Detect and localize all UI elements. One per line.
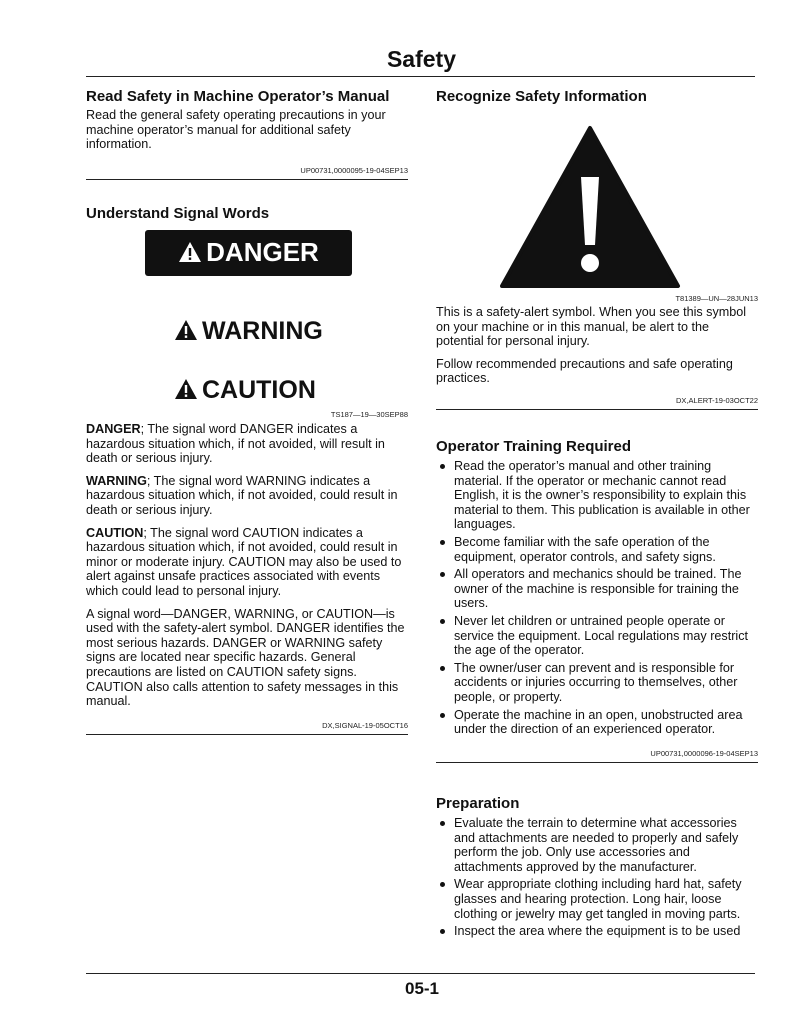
preparation-section <box>436 795 758 939</box>
danger-label: DANGER <box>206 237 319 267</box>
caution-paragraph <box>86 526 408 599</box>
section-divider <box>436 409 758 410</box>
header-rule <box>86 76 755 77</box>
recognize-paragraph-1: This is a safety-alert symbol. When you see this symbol on your machine or in this manual, be alert to the potential for personal injury. <box>436 305 747 349</box>
section-heading-recognize: Recognize Safety Information <box>436 88 647 105</box>
alert-image-ref: T81389—UN—28JUN13 <box>675 294 758 303</box>
danger-lead: DANGER <box>86 422 141 436</box>
left-column <box>86 88 408 180</box>
safety-alert-triangle-icon <box>174 318 198 348</box>
signal-image-ref: TS187—19—30SEP88 <box>330 410 408 419</box>
read-manual-body: Read the general safety operating precautions in your machine operator’s manual for additional safety information. <box>86 108 386 152</box>
list-item: Read the operator’s manual and other training material. If the operator or mechanic cannot read English, it is the owner’s responsibility to explain this material to them. This publication is available in other languages. <box>436 459 758 532</box>
signal-words-ref: DX,SIGNAL-19-05OCT16 <box>322 720 408 730</box>
recognize-paragraph-2: Follow recommended precautions and safe operating practices. <box>436 356 733 386</box>
recognize-text <box>436 294 758 410</box>
list-item: Inspect the area where the equipment is to be used <box>436 924 758 939</box>
recognize-ref: DX,ALERT-19-03OCT22 <box>676 395 758 405</box>
caution-signal-graphic <box>174 375 316 407</box>
caution-label: CAUTION <box>202 376 316 404</box>
page-title: Safety <box>386 46 456 72</box>
list-item: Never let children or untrained people operate or service the equipment. Local regulations may restrict the age of the operator. <box>436 614 758 658</box>
warning-text: ; The signal word WARNING indicates a hazardous situation which, if not avoided, could result in death or serious injury. <box>86 473 398 517</box>
read-manual-ref: UP00731,0000095-19-04SEP13 <box>300 165 408 175</box>
section-divider <box>436 762 758 763</box>
page-number: 05-1 <box>404 979 440 998</box>
warning-signal-graphic <box>174 316 323 348</box>
safety-alert-triangle-icon <box>174 377 198 407</box>
list-item: Wear appropriate clothing including hard hat, safety glasses and hearing protection. Long hair, loose clothing or jewelry may get tangled in moving parts. <box>436 877 758 921</box>
preparation-list <box>436 816 758 939</box>
danger-signal-graphic <box>145 230 352 276</box>
training-section <box>436 438 758 763</box>
footer-rule <box>86 973 755 974</box>
caution-lead: CAUTION <box>86 525 144 540</box>
safety-alert-triangle-icon <box>178 232 202 276</box>
warning-label: WARNING <box>202 317 323 345</box>
signal-words-text <box>86 410 408 735</box>
training-list <box>436 459 758 737</box>
danger-text: ; The signal word DANGER indicates a hazardous situation which, if not avoided, will result in death or serious injury. <box>86 422 385 466</box>
list-item: The owner/user can prevent and is responsible for accidents or injuries occurring to themselves, other people, or property. <box>436 661 758 705</box>
training-ref: UP00731,0000096-19-04SEP13 <box>650 748 758 758</box>
section-heading-preparation: Preparation <box>436 795 520 812</box>
section-divider <box>86 179 408 180</box>
section-heading-signal-words: Understand Signal Words <box>86 205 270 222</box>
section-heading-read-manual: Read Safety in Machine Operator’s Manual <box>86 88 390 105</box>
caution-text: ; The signal word CAUTION indicates a hazardous situation which, if not avoided, could result in minor or moderate injury. CAUTION may also be used to alert against unsafe practices associated with events which could lead to personal injury. <box>86 525 402 598</box>
section-heading-training: Operator Training Required <box>436 438 632 455</box>
danger-paragraph <box>86 422 408 466</box>
signal-summary-paragraph: A signal word—DANGER, WARNING, or CAUTION—is used with the safety-alert symbol. DANGER identifies the most serious hazards. DANGER or WARNING safety signs are located near specific hazards. General precautions are listed on CAUTION safety signs. CAUTION also calls attention to safety messages in this manual. <box>86 606 405 709</box>
warning-lead: WARNING <box>86 473 147 488</box>
safety-alert-symbol-icon <box>499 125 681 294</box>
list-item: All operators and mechanics should be trained. The owner of the machine is responsible for training the users. <box>436 567 758 611</box>
list-item: Evaluate the terrain to determine what accessories and attachments are needed to properly and safely perform the job. Only use accessories and attachments approved by the manufacturer. <box>436 816 758 874</box>
list-item: Operate the machine in an open, unobstructed area under the direction of an experienced operator. <box>436 708 758 737</box>
warning-paragraph <box>86 474 408 518</box>
section-divider <box>86 734 408 735</box>
list-item: Become familiar with the safe operation of the equipment, operator controls, and safety signs. <box>436 535 758 564</box>
